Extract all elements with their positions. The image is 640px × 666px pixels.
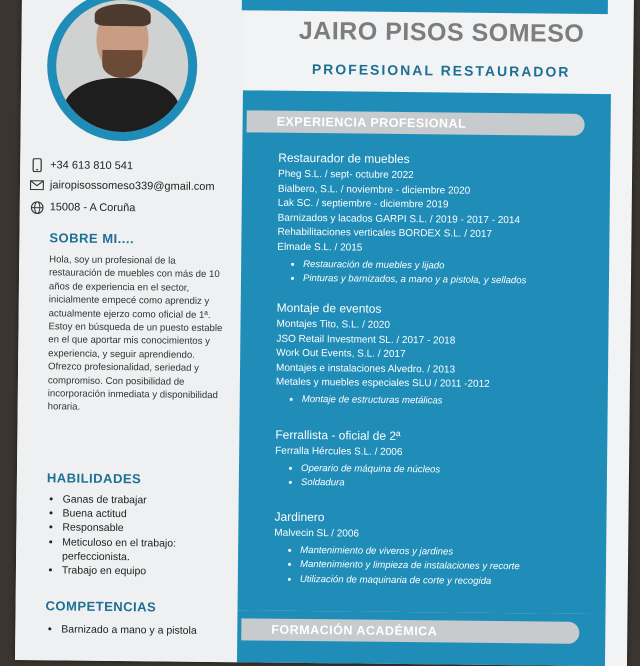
photo-beard — [102, 50, 142, 78]
top-accent-bar — [242, 0, 608, 14]
list-item: • Responsable — [62, 521, 242, 537]
profile-photo — [56, 0, 189, 133]
job-block — [276, 301, 597, 411]
list-item: • Mantenimiento de viveros y jardines — [300, 544, 594, 562]
location-text: 15008 - A Coruña — [50, 201, 136, 214]
job-title: Ferrallista - oficial de 2ª — [275, 428, 595, 445]
email-text[interactable]: jairopisossomeso339@gmail.com — [50, 179, 215, 193]
job-block — [274, 510, 595, 591]
list-item: • Montaje de estructuras metálicas — [302, 393, 596, 411]
job-line: Barnizados y lacados GARPI S.L. / 2019 - 2017 - 2014 — [278, 211, 598, 229]
contact-phone — [30, 158, 133, 173]
job-line: Work Out Events, S.L. / 2017 — [276, 347, 596, 365]
job-title: Montaje de eventos — [277, 301, 597, 318]
job-line: Metales y muebles especiales SLU / 2011 -2012 — [276, 376, 596, 394]
resume-page — [15, 0, 634, 666]
list-item: • Pinturas y barnizados, a mano y a pistola, y sellados — [303, 272, 597, 290]
skills-list — [46, 492, 243, 579]
candidate-name: JAIRO PISOS SOMESO — [271, 17, 611, 50]
about-paragraph: Ofrezco profesionalidad, seriedad y compromiso. Con posibilidad de incorporación inmediata y disponibilidad horaria. — [48, 361, 227, 416]
about-title: SOBRE MI.... — [49, 230, 134, 246]
about-paragraph: Estoy en búsqueda de un puesto estable en el que aportar mis conocimientos y experiencia, y seguir aprendiendo. — [48, 320, 226, 362]
job-title: Restaurador de muebles — [278, 151, 598, 168]
photo-hair — [95, 4, 151, 27]
job-title: Jardinero — [274, 510, 594, 527]
education-title: FORMACIÓN ACADÉMICA — [241, 618, 579, 644]
list-item: • Mantenimiento y limpieza de instalaciones y recorte — [300, 558, 594, 576]
list-item: • Buena actitud — [62, 507, 242, 523]
job-block — [277, 151, 598, 290]
about-text — [48, 253, 228, 416]
list-item: • Meticuloso en el trabajo: perfeccionista. — [62, 535, 242, 565]
job-line: Montajes Tito, S.L. / 2020 — [276, 318, 596, 336]
job-line: JSO Retail Investment SL. / 2017 - 2018 — [276, 332, 596, 350]
job-tasks — [274, 543, 594, 590]
photo-body — [63, 77, 180, 132]
job-line: Montajes e instalaciones Alvedro. / 2013 — [276, 361, 596, 379]
competencias-title: COMPETENCIAS — [45, 598, 156, 614]
job-line: Lak SC. / septiembre - diciembre 2019 — [278, 197, 598, 215]
job-line: Malvecin SL / 2006 — [274, 527, 594, 545]
list-item: • Operario de máquina de núcleos — [301, 462, 595, 480]
job-block — [275, 428, 596, 494]
list-item: • Trabajo en equipo — [62, 563, 242, 579]
job-tasks — [277, 257, 597, 290]
experience-title: EXPERIENCIA PROFESIONAL — [247, 110, 585, 136]
globe-icon — [30, 200, 44, 214]
competencias-list — [45, 622, 241, 638]
job-line: Bialbero, S.L. / noviembre - diciembre 2020 — [278, 182, 598, 200]
candidate-role: PROFESIONAL RESTAURADOR — [271, 61, 611, 81]
list-item: • Restauración de muebles y lijado — [303, 258, 597, 276]
job-tasks — [275, 461, 595, 494]
list-item: • Utilización de maquinaria de corte y recogida — [300, 573, 594, 591]
about-paragraph: Hola, soy un profesional de la restauración de muebles con más de 10 años de experiencia en el sector, inicialmente empecé como aprendiz y actualmente ejerzo como oficial de 1ª. — [49, 253, 228, 322]
list-item: • Barnizado a mano y a pistola — [61, 622, 241, 638]
contact-email — [30, 178, 215, 194]
job-line: Elmade S.L. / 2015 — [277, 241, 597, 259]
list-item: • Ganas de trabajar — [63, 492, 243, 508]
mail-icon — [30, 178, 44, 192]
job-line: Ferralla Hércules S.L. / 2006 — [275, 445, 595, 463]
skills-title: HABILIDADES — [47, 470, 141, 486]
phone-text: +34 613 810 541 — [50, 159, 133, 172]
phone-icon — [30, 158, 44, 172]
job-line: Pheg S.L. / sept- octubre 2022 — [278, 168, 598, 186]
contact-location — [30, 200, 136, 215]
list-item: • Soldadura — [301, 476, 595, 494]
job-line: Rehabilitaciones verticales BORDEX S.L. / 2017 — [277, 226, 597, 244]
